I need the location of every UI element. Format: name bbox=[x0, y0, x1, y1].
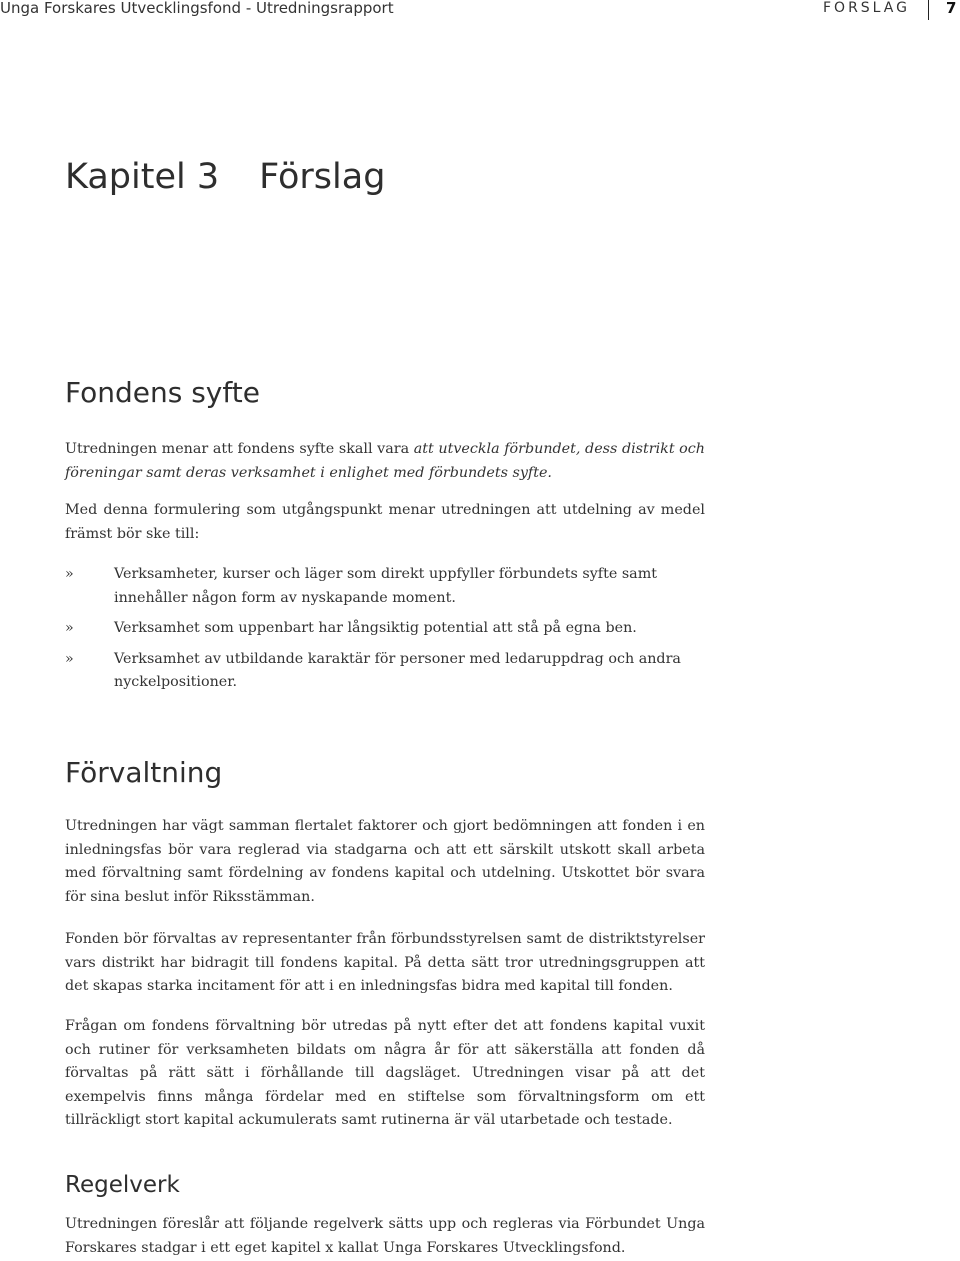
paragraph-syfte-1-text: Utredningen menar att fondens syfte skall vara bbox=[65, 441, 414, 457]
list-item-text: Verksamhet av utbildande karaktär för personer med ledaruppdrag och andra nyckelpositioner. bbox=[114, 650, 681, 690]
paragraph-syfte-1 bbox=[65, 438, 705, 485]
bullet-glyph: » bbox=[65, 620, 74, 636]
heading-fondens-syfte: Fondens syfte bbox=[65, 376, 260, 409]
bullet-glyph: » bbox=[65, 566, 74, 582]
heading-forvaltning: Förvaltning bbox=[65, 756, 223, 789]
list-item bbox=[65, 563, 705, 610]
chapter-label: Kapitel 3 bbox=[65, 157, 220, 197]
chapter-title: Förslag bbox=[259, 157, 386, 197]
paragraph-forvaltning-1: Utredningen har vägt samman flertalet faktorer och gjort bedömningen att fonden i en inledningsfas bör vara reglerad via stadgarna och att ett särskilt utskott skall arbeta med förvaltning samt fördelning av fondens kapital och utdelning. Utskottet bör svara för sina beslut inför Riksstämman. bbox=[65, 818, 705, 905]
section-label: FÖRSLAG bbox=[823, 0, 910, 16]
list-item bbox=[65, 617, 705, 641]
running-header bbox=[0, 0, 960, 20]
list-item bbox=[65, 648, 705, 695]
list-item-text: Verksamhet som uppenbart har långsiktig potential att stå på egna ben. bbox=[114, 620, 637, 636]
list-item-text: Verksamheter, kurser och läger som direkt uppfyller förbundets syfte samt innehåller någon form av nyskapande moment. bbox=[114, 566, 657, 606]
purpose-list bbox=[65, 563, 705, 702]
document-title: Unga Forskares Utvecklingsfond - Utredningsrapport bbox=[0, 0, 394, 17]
paragraph-forvaltning-3: Frågan om fondens förvaltning bör utredas på nytt efter det att fondens kapital vuxit och rutiner för verksamheten bildats om några år för att säkerställa att fonden då förvaltas på rätt sätt i förhållande till dagsläget. Utredningen visar på att det exempelvis finns många fördelar med en stiftelse som förvaltningsform om ett tillräckligt stort kapital ackumulerats samt rutinerna är väl utarbetade och testade. bbox=[65, 1018, 705, 1128]
paragraph-syfte-2: Med denna formulering som utgångspunkt menar utredningen att utdelning av medel främst bör ske till: bbox=[65, 502, 705, 542]
page-number: 7 bbox=[946, 0, 957, 17]
chapter-heading bbox=[65, 157, 385, 197]
paragraph-forvaltning-2: Fonden bör förvaltas av representanter från förbundsstyrelsen samt de distriktstyrelser vars distrikt har bidragit till fondens kapital. På detta sätt tror utredningsgruppen att det skapas starka incitament för att i en inledningsfas bidra med kapital till fonden. bbox=[65, 931, 705, 994]
header-divider bbox=[928, 0, 929, 20]
paragraph-syfte-1-emphasis: att utveckla förbundet, dess distrikt och föreningar samt deras verksamhet i enlighet med förbundets syfte. bbox=[65, 441, 705, 481]
paragraph-regelverk-1: Utredningen föreslår att följande regelverk sätts upp och regleras via Förbundet Unga Forskares stadgar i ett eget kapitel x kallat Unga Forskares Utvecklingsfond. bbox=[65, 1216, 705, 1256]
heading-regelverk: Regelverk bbox=[65, 1172, 180, 1198]
bullet-glyph: » bbox=[65, 650, 74, 667]
